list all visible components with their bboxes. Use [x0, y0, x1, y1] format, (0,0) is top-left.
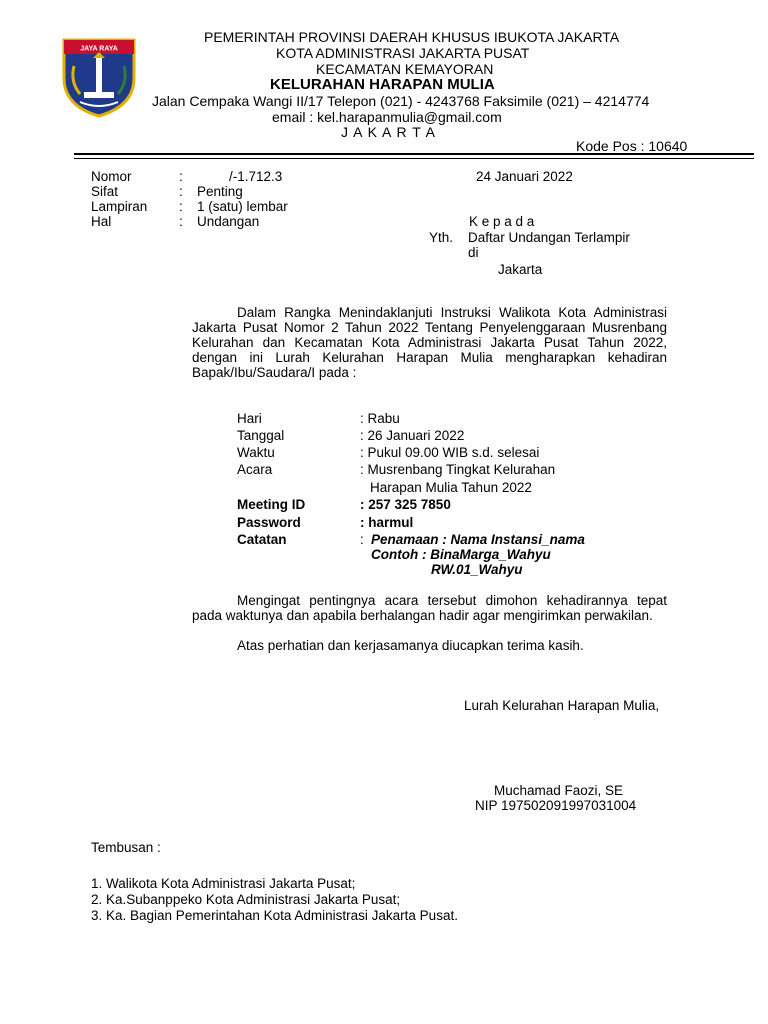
letterhead-email: email : kel.harapanmulia@gmail.com: [272, 109, 502, 125]
meeting-id-value: : 257 325 7850: [360, 497, 451, 512]
cc-item: 1. Walikota Kota Administrasi Jakarta Pusat;: [91, 876, 356, 891]
catatan-line3: RW.01_Wahyu: [431, 562, 523, 577]
body-closing-paragraph: Mengingat pentingnya acara tersebut dimohon kehadirannya tepat pada waktunya dan apabila berhalangan hadir agar mengirimkan perwakilan.: [192, 593, 667, 623]
logo-motto: JAYA RAYA: [80, 45, 118, 53]
letterhead-postal: Kode Pos : 10640: [576, 138, 688, 154]
body-intro-paragraph: Dalam Rangka Menindaklanjuti Instruksi Walikota Kota Administrasi Jakarta Pusat Nomor 2 Tahun 2022 Tentang Penyelenggaraan Musrenbang Kelurahan dan Kecamatan Kota Administrasi Jakarta Pusat Tahun 2022, dengan ini Lurah Kelurahan Harapan Mulia mengharapkan kehadiran Bapak/Ibu/Saudara/I pada :: [192, 305, 667, 380]
detail-value-acara: : Musrenbang Tingkat Kelurahan: [360, 462, 556, 477]
catatan-line2: Contoh : BinaMarga_Wahyu: [371, 547, 551, 562]
meta-label-nomor: Nomor: [91, 169, 132, 184]
meta-value-lampiran: 1 (satu) lembar: [197, 199, 288, 214]
detail-value-hari: : Rabu: [360, 411, 400, 426]
meta-sep-sifat: :: [179, 184, 183, 199]
detail-label-hari: Hari: [237, 411, 262, 426]
detail-value-waktu: : Pukul 09.00 WIB s.d. selesai: [360, 445, 540, 460]
meta-sep-hal: :: [179, 214, 183, 229]
recipient-yth: Yth.: [429, 230, 454, 245]
signature-name: Muchamad Faozi, SE: [494, 783, 624, 798]
meta-label-sifat: Sifat: [91, 184, 119, 199]
catatan-label: Catatan: [237, 532, 287, 547]
jakarta-crest-logo: [60, 36, 138, 118]
recipient-name: Daftar Undangan Terlampir: [468, 230, 630, 245]
letterhead-city: J A K A R T A: [341, 124, 436, 140]
letterhead-line3: KECAMATAN KEMAYORAN: [316, 61, 494, 77]
letterhead-line2: KOTA ADMINISTRASI JAKARTA PUSAT: [276, 45, 530, 61]
meta-sep-lampiran: :: [179, 199, 183, 214]
letterhead-address: Jalan Cempaka Wangi II/17 Telepon (021) - 4243768 Faksimile (021) – 4214774: [152, 93, 650, 109]
meta-sep-nomor: :: [179, 169, 183, 184]
header-rule-thin: [74, 158, 754, 159]
meta-value-hal: Undangan: [197, 214, 260, 229]
header-rule-thick: [74, 153, 754, 155]
letter-date: 24 Januari 2022: [476, 169, 573, 184]
recipient-kepada: K e p a d a: [469, 214, 535, 229]
meta-value-sifat: Penting: [197, 184, 243, 199]
detail-label-acara: Acara: [237, 462, 273, 477]
password-value: : harmul: [360, 515, 414, 530]
cc-item: 2. Ka.Subanppeko Kota Administrasi Jakarta Pusat;: [91, 892, 401, 907]
cc-item: 3. Ka. Bagian Pemerintahan Kota Administrasi Jakarta Pusat.: [91, 908, 458, 923]
body-thanks: Atas perhatian dan kerjasamanya diucapkan terima kasih.: [237, 638, 584, 653]
signature-title: Lurah Kelurahan Harapan Mulia,: [464, 698, 660, 713]
detail-value-tanggal: : 26 Januari 2022: [360, 428, 465, 443]
meta-label-lampiran: Lampiran: [91, 199, 148, 214]
recipient-city: Jakarta: [498, 262, 543, 277]
catatan-sep: :: [360, 532, 364, 547]
catatan-line1: Penamaan : Nama Instansi_nama: [371, 532, 585, 547]
letterhead-line1: PEMERINTAH PROVINSI DAERAH KHUSUS IBUKOTA JAKARTA: [204, 29, 620, 45]
letterhead-line4: KELURAHAN HARAPAN MULIA: [270, 76, 495, 93]
detail-value-acara-cont: Harapan Mulia Tahun 2022: [370, 480, 532, 495]
password-label: Password: [237, 515, 301, 530]
detail-label-tanggal: Tanggal: [237, 428, 285, 443]
detail-label-waktu: Waktu: [237, 445, 275, 460]
recipient-di: di: [468, 245, 479, 260]
meta-value-nomor: /-1.712.3: [229, 169, 283, 184]
meta-label-hal: Hal: [91, 214, 112, 229]
meeting-id-label: Meeting ID: [237, 497, 306, 512]
cc-heading: Tembusan :: [91, 840, 161, 855]
signature-nip: NIP 197502091997031004: [475, 798, 637, 813]
